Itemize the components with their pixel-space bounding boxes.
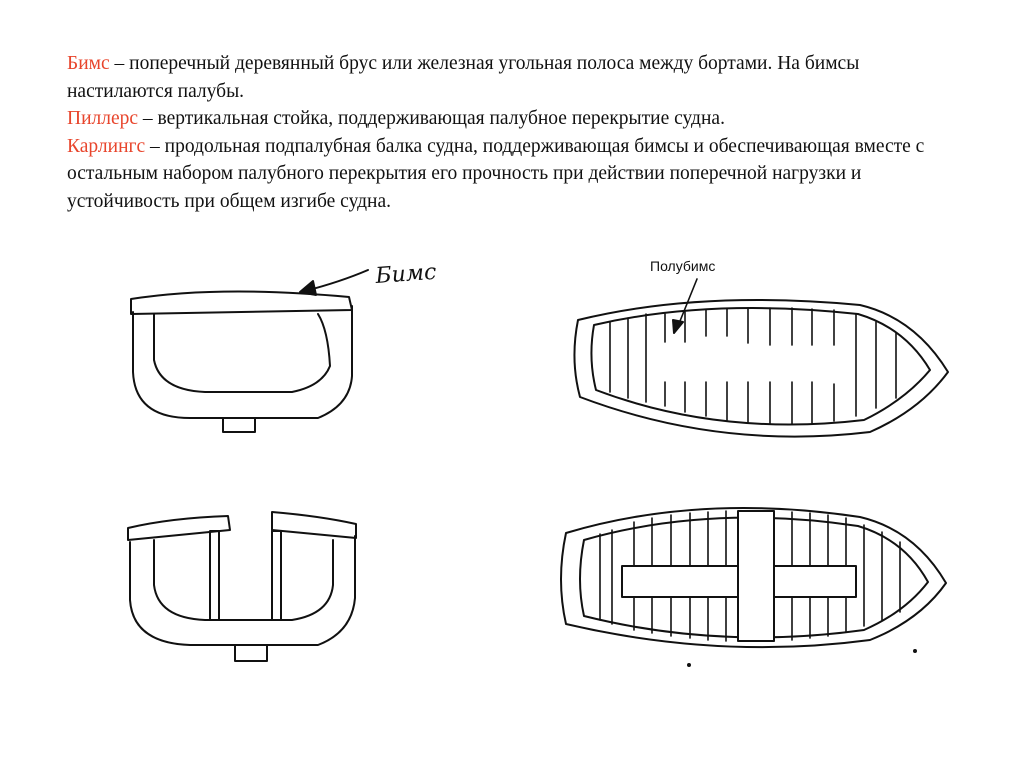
hull-inner-2 <box>154 540 333 620</box>
cross-section-pillars <box>128 512 356 661</box>
hull-outline-1 <box>133 306 352 418</box>
half-beam-callout-label: Полубимс <box>650 258 716 274</box>
deck-outline-1 <box>574 300 948 437</box>
plan-view-half-beams <box>574 300 948 437</box>
pillar-left <box>210 531 219 620</box>
carling-right <box>774 566 856 597</box>
term-beam: Бимс <box>67 53 110 74</box>
deck-left-2 <box>128 516 230 540</box>
beam-callout-arrowhead <box>300 281 316 295</box>
small-dot-2 <box>914 650 916 652</box>
term-carling: Карлингс <box>67 135 146 157</box>
definition-carling-text: – продольная подпалубная балка судна, поддерживающая бимсы и обеспечивающая вместе с остальным набором палубного перекрытия его прочность при действии поперечной нагрузки и устойчивость при общем изгибе судна. <box>67 135 925 212</box>
small-dot-1 <box>688 664 690 666</box>
keel-1 <box>223 418 255 432</box>
cross-section-beam <box>131 291 352 432</box>
definition-beam-text: – поперечный деревянный брус или железная угольная полоса между бортами. На бимсы настилаются палубы. <box>67 53 860 102</box>
term-pillar: Пиллерс <box>67 108 139 130</box>
frame-lines-1 <box>610 308 896 424</box>
definition-pillar-text: – вертикальная стойка, поддерживающая палубное перекрытие судна. <box>138 108 725 130</box>
beam-callout-label: Бимс <box>374 259 438 289</box>
center-frame <box>738 511 774 641</box>
deck-inner-outline-1 <box>591 308 930 424</box>
deck-right-2 <box>272 512 356 538</box>
beam-callout <box>300 260 437 295</box>
half-beam-callout-arrowhead <box>673 320 683 333</box>
carling-left <box>622 566 738 597</box>
keel-2 <box>235 645 267 661</box>
plan-view-carlings <box>561 508 946 666</box>
beam-deck-1 <box>131 291 352 314</box>
pillar-right <box>272 531 281 620</box>
hull-outline-2 <box>130 536 355 645</box>
hull-inner-1 <box>154 314 330 392</box>
